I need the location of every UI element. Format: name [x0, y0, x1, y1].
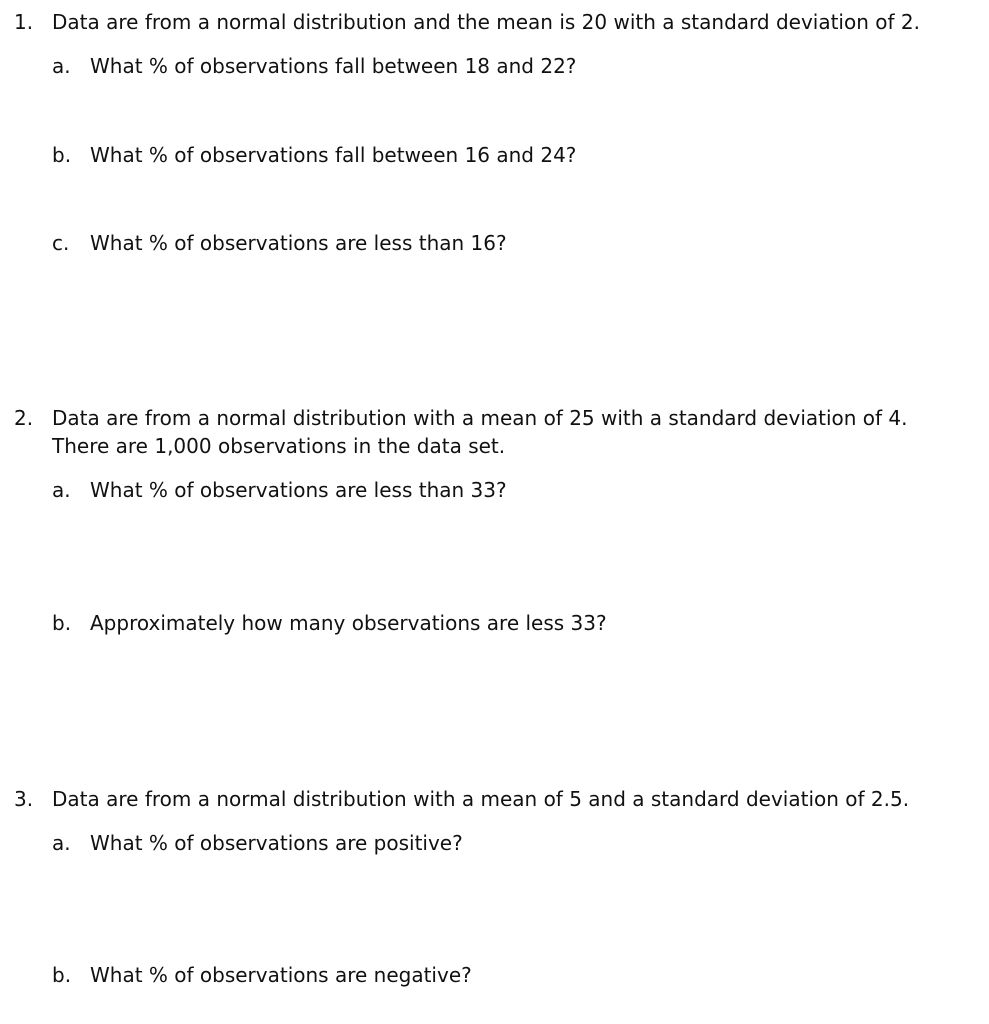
part-letter: a. — [52, 831, 71, 855]
question-text-continued: There are 1,000 observations in the data set. — [52, 434, 506, 458]
part-text: What % of observations fall between 16 and 24? — [90, 143, 577, 167]
part-letter: a. — [52, 54, 71, 78]
part-letter: a. — [52, 478, 71, 502]
question-text: Data are from a normal distribution with a mean of 5 and a standard deviation of 2.5. — [52, 787, 910, 811]
question-text: Data are from a normal distribution with a mean of 25 with a standard deviation of 4. — [52, 406, 908, 430]
question-number: 2. — [14, 406, 34, 430]
part-text: Approximately how many observations are less 33? — [90, 611, 607, 635]
question-number: 3. — [14, 787, 34, 811]
part-letter: b. — [52, 963, 72, 987]
question-text: Data are from a normal distribution and the mean is 20 with a standard deviation of 2. — [52, 10, 920, 34]
part-text: What % of observations are less than 33? — [90, 478, 507, 502]
question-number: 1. — [14, 10, 34, 34]
part-letter: b. — [52, 143, 72, 167]
part-letter: b. — [52, 611, 72, 635]
part-text: What % of observations are negative? — [90, 963, 472, 987]
part-text: What % of observations fall between 18 and 22? — [90, 54, 577, 78]
part-letter: c. — [52, 231, 70, 255]
part-text: What % of observations are positive? — [90, 831, 463, 855]
part-text: What % of observations are less than 16? — [90, 231, 507, 255]
